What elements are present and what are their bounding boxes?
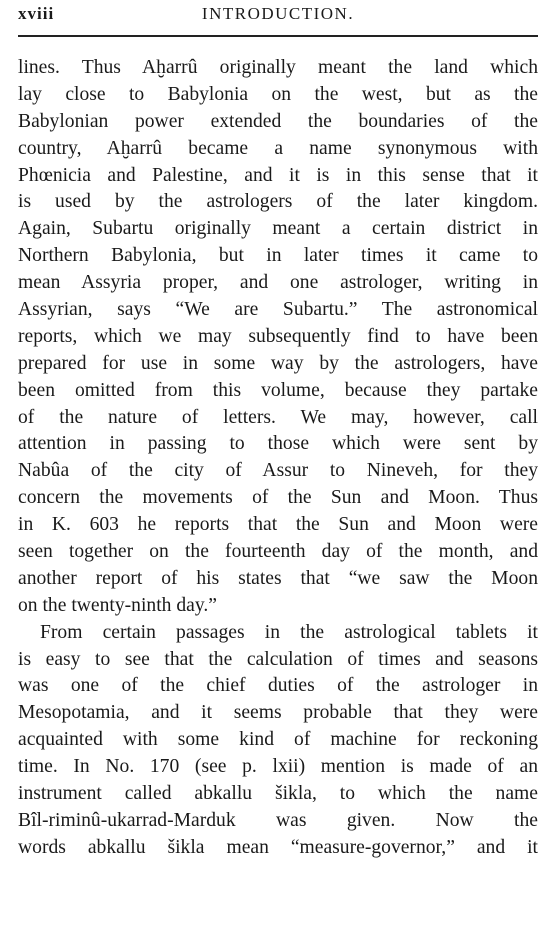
- text-line: Northern Babylonia, but in later times it came to: [18, 245, 538, 267]
- body-text: [18, 55, 538, 862]
- text-line: been omitted from this volume, because they partake: [18, 379, 538, 401]
- page-number: xviii: [18, 4, 55, 23]
- text-line: Nabûa of the city of Assur to Nineveh, for they: [18, 460, 538, 482]
- text-line: country, Aḫarrû became a name synonymous with: [18, 137, 538, 159]
- text-line: seen together on the fourteenth day of the month, and: [18, 541, 538, 563]
- text-line: Again, Subartu originally meant a certain district in: [18, 218, 538, 240]
- text-line: Phœnicia and Palestine, and it is in this sense that it: [18, 164, 538, 186]
- text-line: concern the movements of the Sun and Moon. Thus: [18, 487, 538, 509]
- text-line: is easy to see that the calculation of times and seasons: [18, 648, 538, 670]
- text-line: lines. Thus Aḫarrû originally meant the land which: [18, 57, 538, 78]
- text-line: Bîl-riminû-ukarrad-Marduk was given. Now the: [18, 809, 538, 831]
- text-line: Babylonian power extended the boundaries of the: [18, 110, 538, 132]
- text-line: attention in passing to those which were sent by: [18, 433, 538, 455]
- text-line: of the nature of letters. We may, however, call: [18, 406, 538, 428]
- paragraph: [18, 55, 538, 620]
- text-line: lay close to Babylonia on the west, but as the: [18, 83, 538, 105]
- header-rule: [18, 35, 538, 37]
- text-line: prepared for use in some way by the astrologers, have: [18, 352, 538, 374]
- text-line: is used by the astrologers of the later kingdom.: [18, 191, 538, 213]
- text-line: another report of his states that “we saw the Moon: [18, 567, 538, 589]
- text-line: instrument called abkallu šikla, to which the name: [18, 783, 538, 805]
- text-line: was one of the chief duties of the astrologer in: [18, 675, 538, 697]
- text-line: Assyrian, says “We are Subartu.” The astronomical: [18, 299, 538, 321]
- paragraph: [18, 620, 538, 862]
- text-line: Mesopotamia, and it seems probable that they were: [18, 702, 538, 724]
- text-line: From certain passages in the astrological tablets it: [40, 621, 538, 643]
- text-line: acquainted with some kind of machine for reckoning: [18, 729, 538, 751]
- text-line: words abkallu šikla mean “measure-governor,” and it: [18, 836, 538, 858]
- text-line: time. In No. 170 (see p. lxii) mention is made of an: [18, 756, 538, 778]
- text-line: in K. 603 he reports that the Sun and Moon were: [18, 514, 538, 536]
- running-head: [18, 4, 538, 30]
- text-line: mean Assyria proper, and one astrologer, writing in: [18, 272, 538, 294]
- text-line: reports, which we may subsequently find to have been: [18, 325, 538, 347]
- running-title: INTRODUCTION.: [201, 4, 355, 23]
- text-line: on the twenty-ninth day.”: [18, 594, 217, 616]
